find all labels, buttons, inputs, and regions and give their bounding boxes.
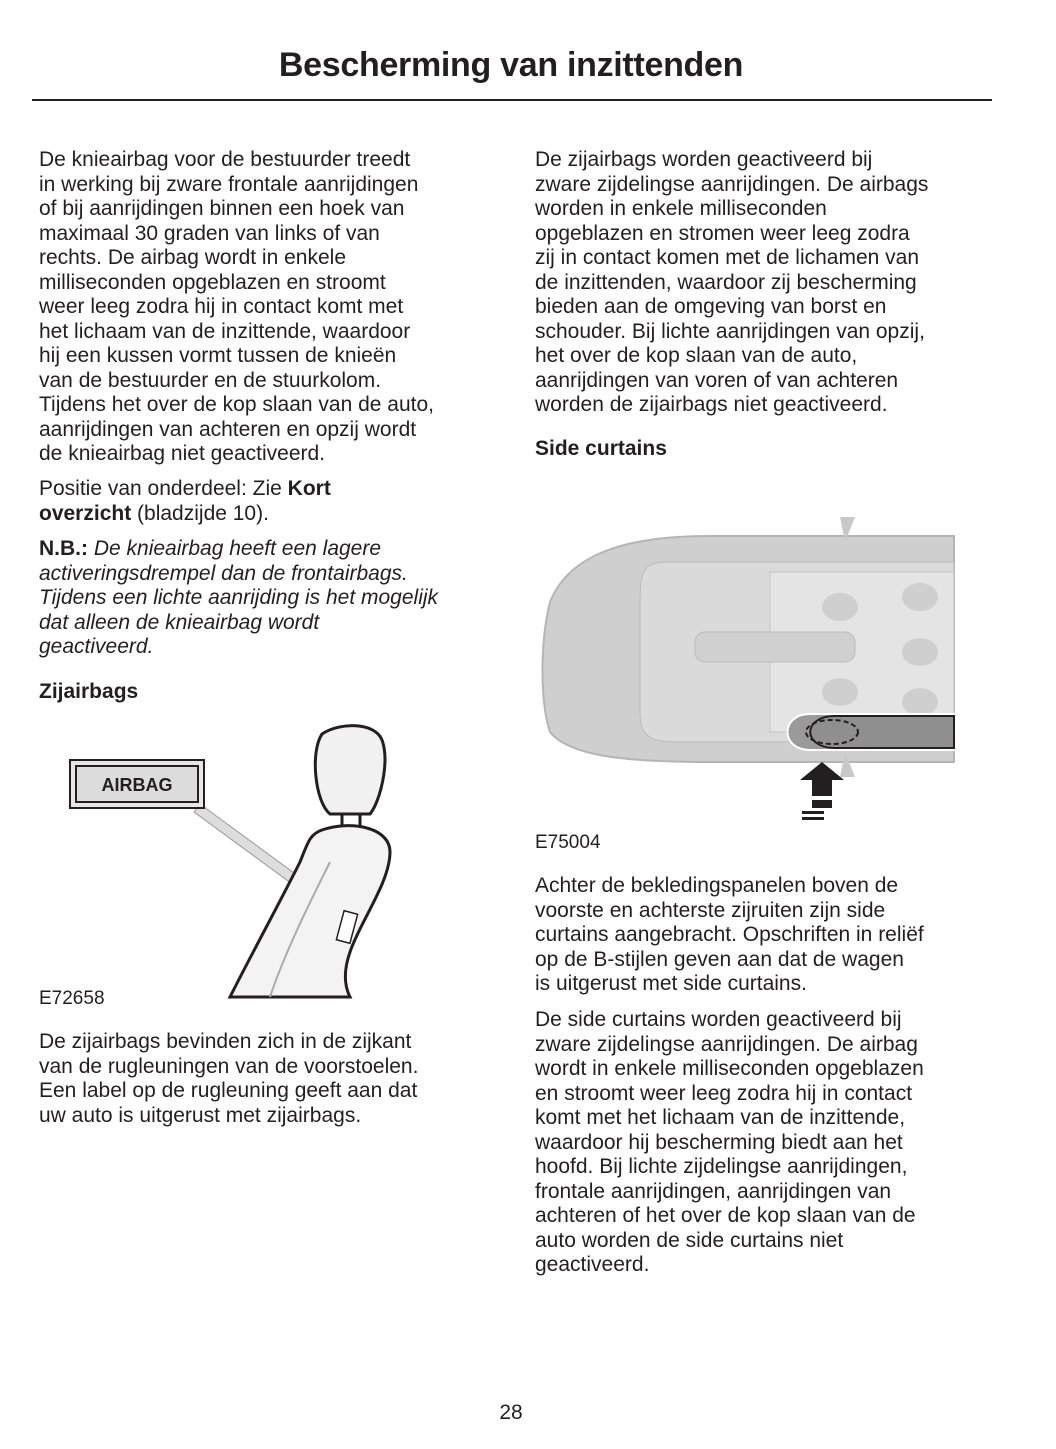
text-line: [39, 222, 434, 247]
text-line: [39, 1104, 418, 1129]
text-line: [535, 271, 928, 296]
text-segment: hij een kussen vormt tussen de knieën: [39, 344, 397, 367]
text-line: [39, 635, 438, 660]
text-segment: rechts. De airbag wordt in enkele: [39, 246, 346, 269]
text-segment: de inzittenden, waardoor zij bescherming: [535, 270, 917, 294]
figure-caption-e72658: E72658: [39, 988, 105, 1009]
text-segment: activeringsdrempel dan de frontairbags.: [39, 561, 408, 585]
text-segment: (bladzijde 10).: [131, 501, 269, 525]
text-line: [39, 1079, 418, 1104]
text-line: [535, 1057, 924, 1082]
text-segment: Achter de bekledingspanelen boven de: [535, 874, 899, 897]
text-segment: worden de zijairbags niet geactiveerd.: [535, 393, 888, 416]
text-segment: Tijdens het over de kop slaan van de auto,: [39, 393, 434, 416]
note-paragraph: [39, 537, 438, 660]
text-line: [535, 393, 928, 418]
text-line: [535, 1155, 924, 1180]
text-segment: bieden aan de omgeving van borst en: [535, 295, 887, 318]
text-line: [535, 1253, 924, 1278]
side-curtains-activation-paragraph: [535, 1008, 924, 1278]
text-segment: zware zijdelingse aanrijdingen. De airbags: [535, 172, 929, 196]
text-line: [535, 923, 924, 948]
text-line: [535, 1008, 924, 1033]
text-segment: hoofd. Bij lichte zijdelingse aanrijdingen,: [535, 1155, 908, 1178]
text-segment: de knieairbag niet geactiveerd.: [39, 442, 326, 465]
text-line: [535, 1106, 924, 1131]
page-title: Bescherming van inzittenden: [278, 46, 744, 84]
side-airbag-location-paragraph: [39, 1030, 418, 1128]
side-curtains-location-paragraph: [535, 874, 924, 997]
text-segment: auto worden de side curtains niet: [535, 1228, 844, 1252]
text-line: [39, 295, 434, 320]
text-segment: aanrijdingen van voren of van achteren: [535, 368, 899, 392]
text-line: [535, 899, 924, 924]
text-segment: op de B-stijlen geven aan dat de wagen: [535, 947, 904, 971]
side-airbag-activation-paragraph: [535, 148, 928, 418]
text-line: [39, 246, 434, 271]
text-line: [535, 173, 928, 198]
text-line: [39, 611, 438, 636]
text-line: [39, 537, 438, 562]
text-segment: voorste en achterste zijruiten zijn side: [535, 898, 886, 922]
text-line: [39, 148, 434, 173]
position-paragraph: [39, 477, 331, 526]
text-segment: De zijairbags bevinden zich in de zijkant: [39, 1030, 412, 1053]
text-segment: Een label op de rugleuning geeft aan dat: [39, 1079, 418, 1102]
text-line: [39, 442, 434, 467]
airbag-label-text: AIRBAG: [101, 775, 173, 795]
text-segment: De zijairbags worden geactiveerd bij: [535, 148, 873, 171]
text-segment: uw auto is uitgerust met zijairbags.: [39, 1103, 362, 1127]
title-divider: [32, 99, 992, 101]
text-segment: geactiveerd.: [535, 1253, 650, 1276]
text-segment: De side curtains worden geactiveerd bij: [535, 1008, 902, 1031]
text-segment: komt met het lichaam van de inzittende,: [535, 1106, 906, 1129]
text-segment: maximaal 30 graden van links of van: [39, 221, 380, 245]
text-line: [535, 1229, 924, 1254]
text-line: [39, 502, 331, 527]
text-segment: Tijdens een lichte aanrijding is het mogelijk: [39, 586, 439, 609]
text-line: [535, 344, 928, 369]
text-segment: in werking bij zware frontale aanrijdingen: [39, 172, 419, 196]
text-segment: curtains aangebracht. Opschriften in reliëf: [535, 923, 924, 946]
text-segment: De knieairbag voor de bestuurder treedt: [39, 148, 411, 171]
section-heading-zijairbags: Zijairbags: [39, 680, 139, 703]
text-segment: van de bestuurder en de stuurkolom.: [39, 368, 382, 392]
text-line: [535, 295, 928, 320]
text-line: [39, 197, 434, 222]
knee-airbag-paragraph: [39, 148, 434, 467]
text-segment: achteren of het over de kop slaan van de: [535, 1204, 916, 1227]
car-top-view-illustration: [540, 512, 960, 830]
text-line: [535, 222, 928, 247]
text-segment: geactiveerd.: [39, 635, 154, 658]
text-line: [39, 1030, 418, 1055]
text-line: [39, 562, 438, 587]
text-segment: het lichaam van de inzittende, waardoor: [39, 319, 411, 343]
text-line: [39, 1055, 418, 1080]
text-line: [39, 173, 434, 198]
text-line: [39, 369, 434, 394]
text-segment: milliseconden opgeblazen en stroomt: [39, 270, 386, 294]
text-line: [535, 320, 928, 345]
text-line: [535, 948, 924, 973]
text-segment: schouder. Bij lichte aanrijdingen van opzij,: [535, 319, 925, 343]
text-segment: Kort: [287, 477, 331, 500]
text-line: [535, 246, 928, 271]
text-line: [535, 1033, 924, 1058]
text-line: [535, 148, 928, 173]
text-line: [535, 1131, 924, 1156]
text-line: [535, 369, 928, 394]
text-line: [535, 1180, 924, 1205]
text-segment: Positie van onderdeel: Zie: [39, 477, 288, 500]
section-heading-side-curtains: Side curtains: [535, 437, 667, 460]
text-line: [535, 972, 924, 997]
text-line: [535, 1204, 924, 1229]
text-segment: worden in enkele milliseconden: [535, 197, 827, 220]
text-line: [535, 1082, 924, 1107]
text-line: [535, 197, 928, 222]
text-segment: aanrijdingen van achteren en opzij wordt: [39, 417, 417, 441]
text-line: [39, 271, 434, 296]
text-segment: dat alleen de knieairbag wordt: [39, 610, 320, 634]
figure-caption-e75004: E75004: [535, 832, 601, 853]
text-segment: waardoor hij bescherming biedt aan het: [535, 1130, 903, 1154]
text-segment: De knieairbag heeft een lagere: [88, 537, 382, 560]
text-segment: zij in contact komen met de lichamen van: [535, 246, 920, 269]
text-segment: overzicht: [39, 501, 132, 525]
text-line: [39, 344, 434, 369]
page-number: 28: [499, 1401, 523, 1424]
text-segment: het over de kop slaan van de auto,: [535, 344, 858, 367]
text-segment: en stroomt weer leeg zodra hij in contact: [535, 1081, 913, 1105]
text-line: [39, 477, 331, 502]
text-line: [39, 418, 434, 443]
text-line: [535, 874, 924, 899]
text-segment: opgeblazen en stromen weer leeg zodra: [535, 221, 910, 245]
text-line: [39, 393, 434, 418]
text-line: [39, 586, 438, 611]
seat-airbag-illustration: [60, 722, 400, 1000]
text-segment: van de rugleuningen van de voorstoelen.: [39, 1054, 419, 1078]
text-segment: frontale aanrijdingen, aanrijdingen van: [535, 1179, 892, 1203]
text-segment: wordt in enkele milliseconden opgeblazen: [535, 1057, 924, 1080]
text-segment: zware zijdelingse aanrijdingen. De airbag: [535, 1032, 918, 1056]
text-segment: of bij aanrijdingen binnen een hoek van: [39, 197, 405, 220]
text-line: [39, 320, 434, 345]
text-segment: is uitgerust met side curtains.: [535, 972, 807, 995]
text-segment: N.B.:: [39, 537, 88, 560]
text-segment: weer leeg zodra hij in contact komt met: [39, 295, 404, 318]
